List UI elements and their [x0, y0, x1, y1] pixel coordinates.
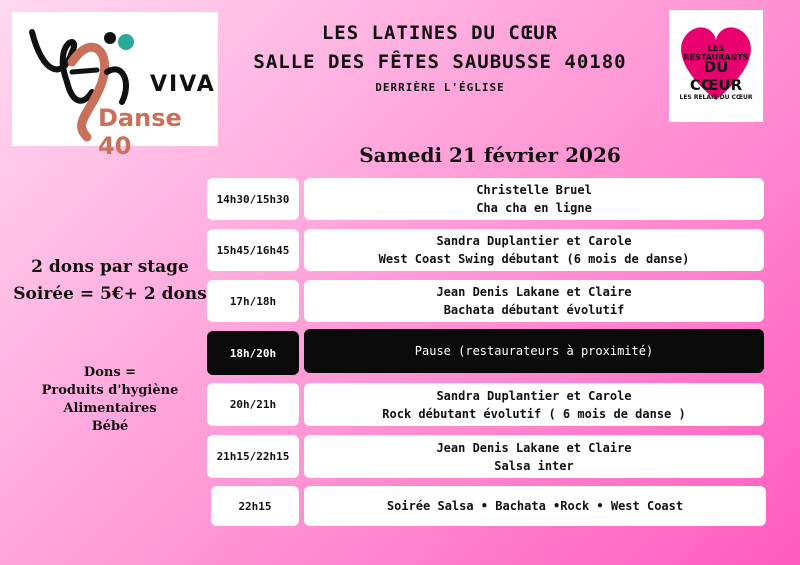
viva-danse-logo	[12, 12, 218, 160]
schedule-description	[304, 178, 764, 220]
schedule-time: 14h30/15h30	[207, 178, 299, 220]
schedule-class: Rock débutant évolutif ( 6 mois de danse )	[382, 406, 686, 421]
donation-item: Produits d'hygiène	[41, 383, 179, 398]
event-title: LES LATINES DU CŒUR	[321, 22, 559, 44]
schedule-class: Bachata débutant évolutif	[443, 303, 625, 317]
logo-right-line3: LES RELAIS DU CŒUR	[679, 94, 753, 101]
event-venue: SALLE DES FÊTES SAUBUSSE 40180	[253, 51, 627, 73]
donations-title: Dons =	[83, 365, 137, 380]
donations-list	[0, 364, 220, 436]
schedule-description	[304, 486, 766, 526]
logo-right-line2: DU CŒUR	[689, 58, 743, 94]
schedule-description-pause	[304, 329, 764, 373]
schedule-teacher: Sandra Duplantier et Carole	[436, 234, 632, 248]
event-location-note: DERRIÈRE L'ÉGLISE	[375, 81, 505, 94]
evening-price: Soirée = 5€+ 2 dons	[13, 284, 207, 304]
schedule-teacher: Jean Denis Lakane et Claire	[436, 285, 632, 299]
schedule-description	[304, 383, 764, 426]
schedule-teacher: Sandra Duplantier et Carole	[436, 388, 632, 403]
schedule-time: 15h45/16h45	[207, 229, 299, 271]
schedule-class: Cha cha en ligne	[476, 201, 592, 215]
schedule-time: 21h15/22h15	[207, 435, 299, 478]
schedule-time: 18h/20h	[207, 331, 299, 375]
donation-item: Alimentaires	[63, 401, 157, 416]
schedule-description	[304, 280, 764, 322]
logo-viva-text: VIVA	[150, 72, 216, 97]
schedule-teacher: Christelle Bruel	[476, 183, 592, 197]
donation-info	[0, 254, 220, 308]
schedule-description	[304, 435, 764, 478]
donation-item: Bébé	[91, 419, 129, 434]
restos-du-coeur-logo	[669, 10, 763, 122]
schedule-description	[304, 229, 764, 271]
logo-right-line1: LES RESTAURANTS	[683, 44, 749, 62]
schedule-class: Salsa inter	[494, 458, 574, 473]
schedule-time: 22h15	[211, 486, 299, 526]
schedule-evening: Soirée Salsa • Bachata •Rock • West Coast	[386, 499, 684, 513]
logo-danse-text: Danse 40	[98, 104, 182, 160]
event-header	[225, 18, 655, 100]
schedule-time: 17h/18h	[207, 280, 299, 322]
schedule-pause-text: Pause (restaurateurs à proximité)	[414, 344, 654, 358]
donation-per-class: 2 dons par stage	[31, 257, 189, 277]
schedule-class: West Coast Swing débutant (6 mois de danse)	[378, 252, 690, 266]
schedule-teacher: Jean Denis Lakane et Claire	[436, 440, 632, 455]
event-date: Samedi 21 février 2026	[359, 143, 621, 167]
schedule-time: 20h/21h	[207, 383, 299, 426]
